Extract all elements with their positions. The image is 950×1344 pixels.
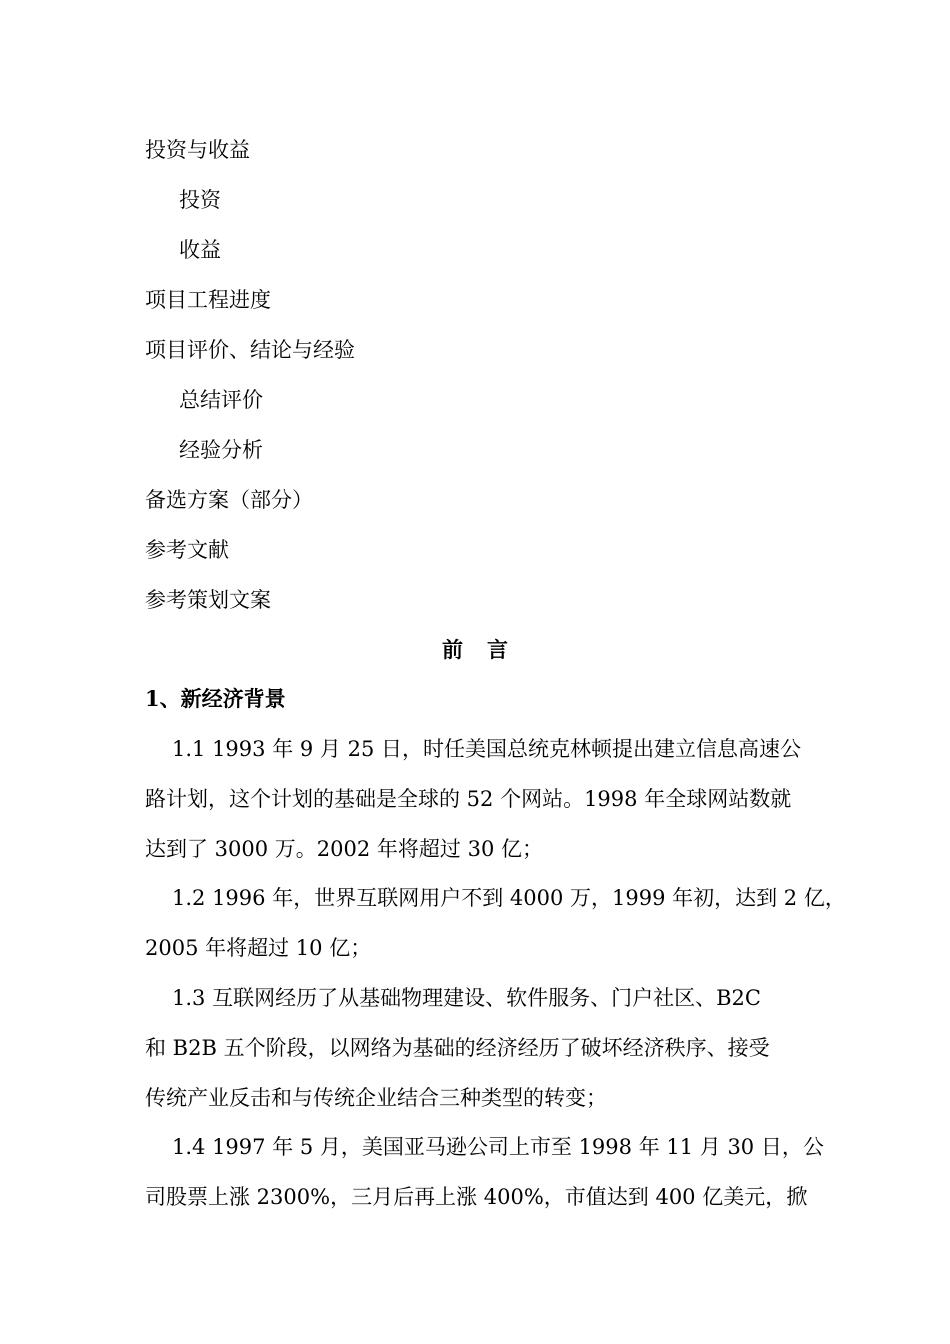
toc-item-references: 参考文献 — [145, 538, 229, 562]
toc-item-return: 收益 — [179, 238, 221, 262]
paragraph-line: 1.1 1993 年 9 月 25 日，时任美国总统克林顿提出建立信息高速公 — [172, 737, 801, 761]
paragraph-line: 1.3 互联网经历了从基础物理建设、软件服务、门户社区、B2C — [172, 986, 761, 1010]
paragraph-line: 1.2 1996 年，世界互联网用户不到 4000 万，1999 年初，达到 2 亿， — [172, 886, 846, 910]
toc-item-experience-analysis: 经验分析 — [179, 438, 263, 462]
preface-heading-right: 言 — [487, 637, 508, 662]
paragraph-line: 和 B2B 五个阶段，以网络为基础的经济经历了破坏经济秩序、接受 — [145, 1036, 770, 1060]
paragraph-line: 传统产业反击和与传统企业结合三种类型的转变； — [145, 1086, 607, 1110]
section-title: 1、新经济背景 — [145, 686, 286, 711]
toc-item-project-schedule: 项目工程进度 — [145, 288, 271, 312]
toc-item-reference-plans: 参考策划文案 — [145, 588, 271, 612]
paragraph-line: 司股票上涨 2300%，三月后再上涨 400%，市值达到 400 亿美元，掀 — [145, 1185, 808, 1209]
paragraph-line: 路计划，这个计划的基础是全球的 52 个网站。1998 年全球网站数就 — [145, 787, 792, 811]
toc-item-investment-and-return: 投资与收益 — [145, 138, 250, 162]
toc-item-alternatives: 备选方案（部分） — [145, 488, 313, 512]
toc-item-investment: 投资 — [179, 188, 221, 212]
toc-item-evaluation: 项目评价、结论与经验 — [145, 338, 355, 362]
preface-heading-left: 前 — [442, 637, 463, 662]
toc-item-summary-evaluation: 总结评价 — [179, 388, 263, 412]
preface-heading — [0, 637, 950, 663]
paragraph-line: 达到了 3000 万。2002 年将超过 30 亿； — [145, 837, 543, 861]
paragraph-line: 1.4 1997 年 5 月，美国亚马逊公司上市至 1998 年 11 月 30 日，公 — [172, 1135, 824, 1159]
paragraph-line: 2005 年将超过 10 亿； — [145, 936, 372, 960]
